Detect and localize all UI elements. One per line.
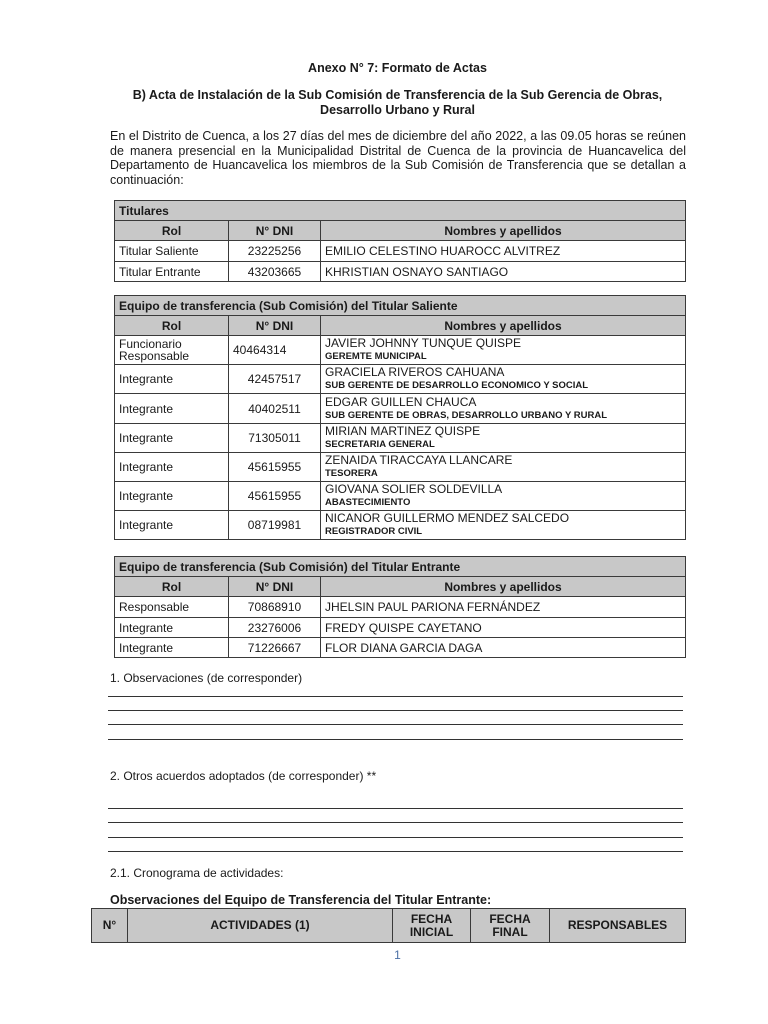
cell-dni: 23276006 [229,618,321,638]
cell-cargo: TESORERA [325,468,378,479]
table-row [115,453,686,482]
cell-rol: Integrante [115,511,229,540]
cell-nombre: EDGAR GUILLEN CHAUCA [325,394,477,409]
entrante-team-table [114,556,686,658]
annex-heading: Anexo N° 7: Formato de Actas [308,61,487,75]
cell-dni: 45615955 [229,453,321,482]
section-observaciones: 1. Observaciones (de corresponder) [110,671,303,685]
cell-cargo: SECRETARIA GENERAL [325,439,435,450]
cell-cargo: GEREMTE MUNICIPAL [325,351,427,362]
cell-dni: 42457517 [229,365,321,394]
cell-dni: 08719981 [229,511,321,540]
column-header-responsables: RESPONSABLES [550,909,686,943]
cell-dni: 40464314 [229,336,321,365]
column-header-fecha-inicial: FECHA INICIAL [393,909,471,943]
saliente-team-table [114,295,686,540]
table-title: Titulares [115,201,686,221]
cell-cargo: SUB GERENTE DE OBRAS, DESARROLLO URBANO Y RURAL [325,409,608,421]
table-title: Equipo de transferencia (Sub Comisión) del Titular Entrante [115,557,686,577]
table-row [115,638,686,658]
cell-nombre: NICANOR GUILLERMO MENDEZ SALCEDO [325,511,570,525]
cell-dni: 70868910 [229,597,321,618]
cell-dni: 71305011 [229,424,321,453]
observaciones-title: Observaciones del Equipo de Transferencia del Titular Entrante: [110,893,492,907]
blank-line [108,822,683,823]
table-row [115,511,686,540]
cell-rol: Integrante [115,618,229,638]
table-row [115,336,686,365]
column-header-nombres: Nombres y apellidos [321,577,686,597]
cell-nombre: MIRIAN MARTINEZ QUISPE [325,424,481,438]
table-row [115,394,686,424]
blank-line [108,739,683,740]
cell-cargo: ABASTECIMIENTO [325,497,411,508]
table-row [115,482,686,511]
cell-nombre: FREDY QUISPE CAYETANO [321,618,686,638]
cell-rol: Titular Entrante [115,262,229,282]
cell-nombre: EMILIO CELESTINO HUAROCC ALVITREZ [321,241,686,262]
cell-nombre: ZENAIDA TIRACCAYA LLANCARE [325,453,513,467]
titulares-table [114,200,686,282]
cell-nombre: GRACIELA RIVEROS CAHUANA [325,365,505,379]
cell-rol: Responsable [115,597,229,618]
column-header-dni: N° DNI [229,221,321,241]
cell-nombre: FLOR DIANA GARCIA DAGA [321,638,686,658]
act-title: B) Acta de Instalación de la Sub Comisión de Transferencia de la Sub Gerencia de Obras, Desarrollo Urbano y Rural [132,88,663,117]
column-header-nombres: Nombres y apellidos [321,316,686,336]
column-header-actividades: ACTIVIDADES (1) [128,909,393,943]
column-header-dni: N° DNI [229,577,321,597]
cell-dni: 43203665 [229,262,321,282]
cell-nombre: JAVIER JOHNNY TUNQUE QUISPE [325,336,522,350]
page-number: 1 [394,948,401,962]
cell-cargo: SUB GERENTE DE DESARROLLO ECONOMICO Y SOCIAL [325,380,589,391]
cell-rol: Integrante [115,394,229,424]
section-cronograma: 2.1. Cronograma de actividades: [110,866,284,880]
table-row [115,241,686,262]
column-header-fecha-final: FECHA FINAL [471,909,550,943]
table-row [115,618,686,638]
table-row [115,424,686,453]
cell-dni: 45615955 [229,482,321,511]
cell-rol: Integrante [115,453,229,482]
blank-line [108,808,683,809]
cell-rol: Integrante [115,424,229,453]
cell-rol: Integrante [115,365,229,394]
blank-line [108,851,683,852]
intro-paragraph: En el Distrito de Cuenca, a los 27 días del mes de diciembre del año 2022, a las 09.05 horas se reúnen de manera presencial en la Municipalidad Distrital de Cuenca de la provincia de Huancavelica del Departamento de Huancavelica los miembros de la Sub Comisión de Transferencia que se detallan a continuación: [110,129,686,187]
blank-line [108,696,683,697]
cell-nombre: GIOVANA SOLIER SOLDEVILLA [325,482,503,496]
cell-rol: Funcionario Responsable [115,336,229,365]
blank-line [108,710,683,711]
column-header-rol: Rol [115,221,229,241]
column-header-dni: N° DNI [229,316,321,336]
cell-dni: 40402511 [229,394,321,424]
table-title: Equipo de transferencia (Sub Comisión) del Titular Saliente [115,296,686,316]
column-header-n: N° [92,909,128,943]
section-otros-acuerdos: 2. Otros acuerdos adoptados (de corresponder) ** [110,769,377,783]
cell-rol: Integrante [115,482,229,511]
cell-dni: 71226667 [229,638,321,658]
column-header-rol: Rol [115,577,229,597]
table-row [115,597,686,618]
column-header-rol: Rol [115,316,229,336]
blank-line [108,724,683,725]
cell-nombre: KHRISTIAN OSNAYO SANTIAGO [321,262,686,282]
cell-rol: Integrante [115,638,229,658]
table-row [115,262,686,282]
activities-table [91,908,686,943]
cell-cargo: REGISTRADOR CIVIL [325,526,423,537]
table-row [115,365,686,394]
cell-dni: 23225256 [229,241,321,262]
blank-line [108,837,683,838]
cell-nombre: JHELSIN PAUL PARIONA FERNÁNDEZ [321,597,686,618]
column-header-nombres: Nombres y apellidos [321,221,686,241]
cell-rol: Titular Saliente [115,241,229,262]
